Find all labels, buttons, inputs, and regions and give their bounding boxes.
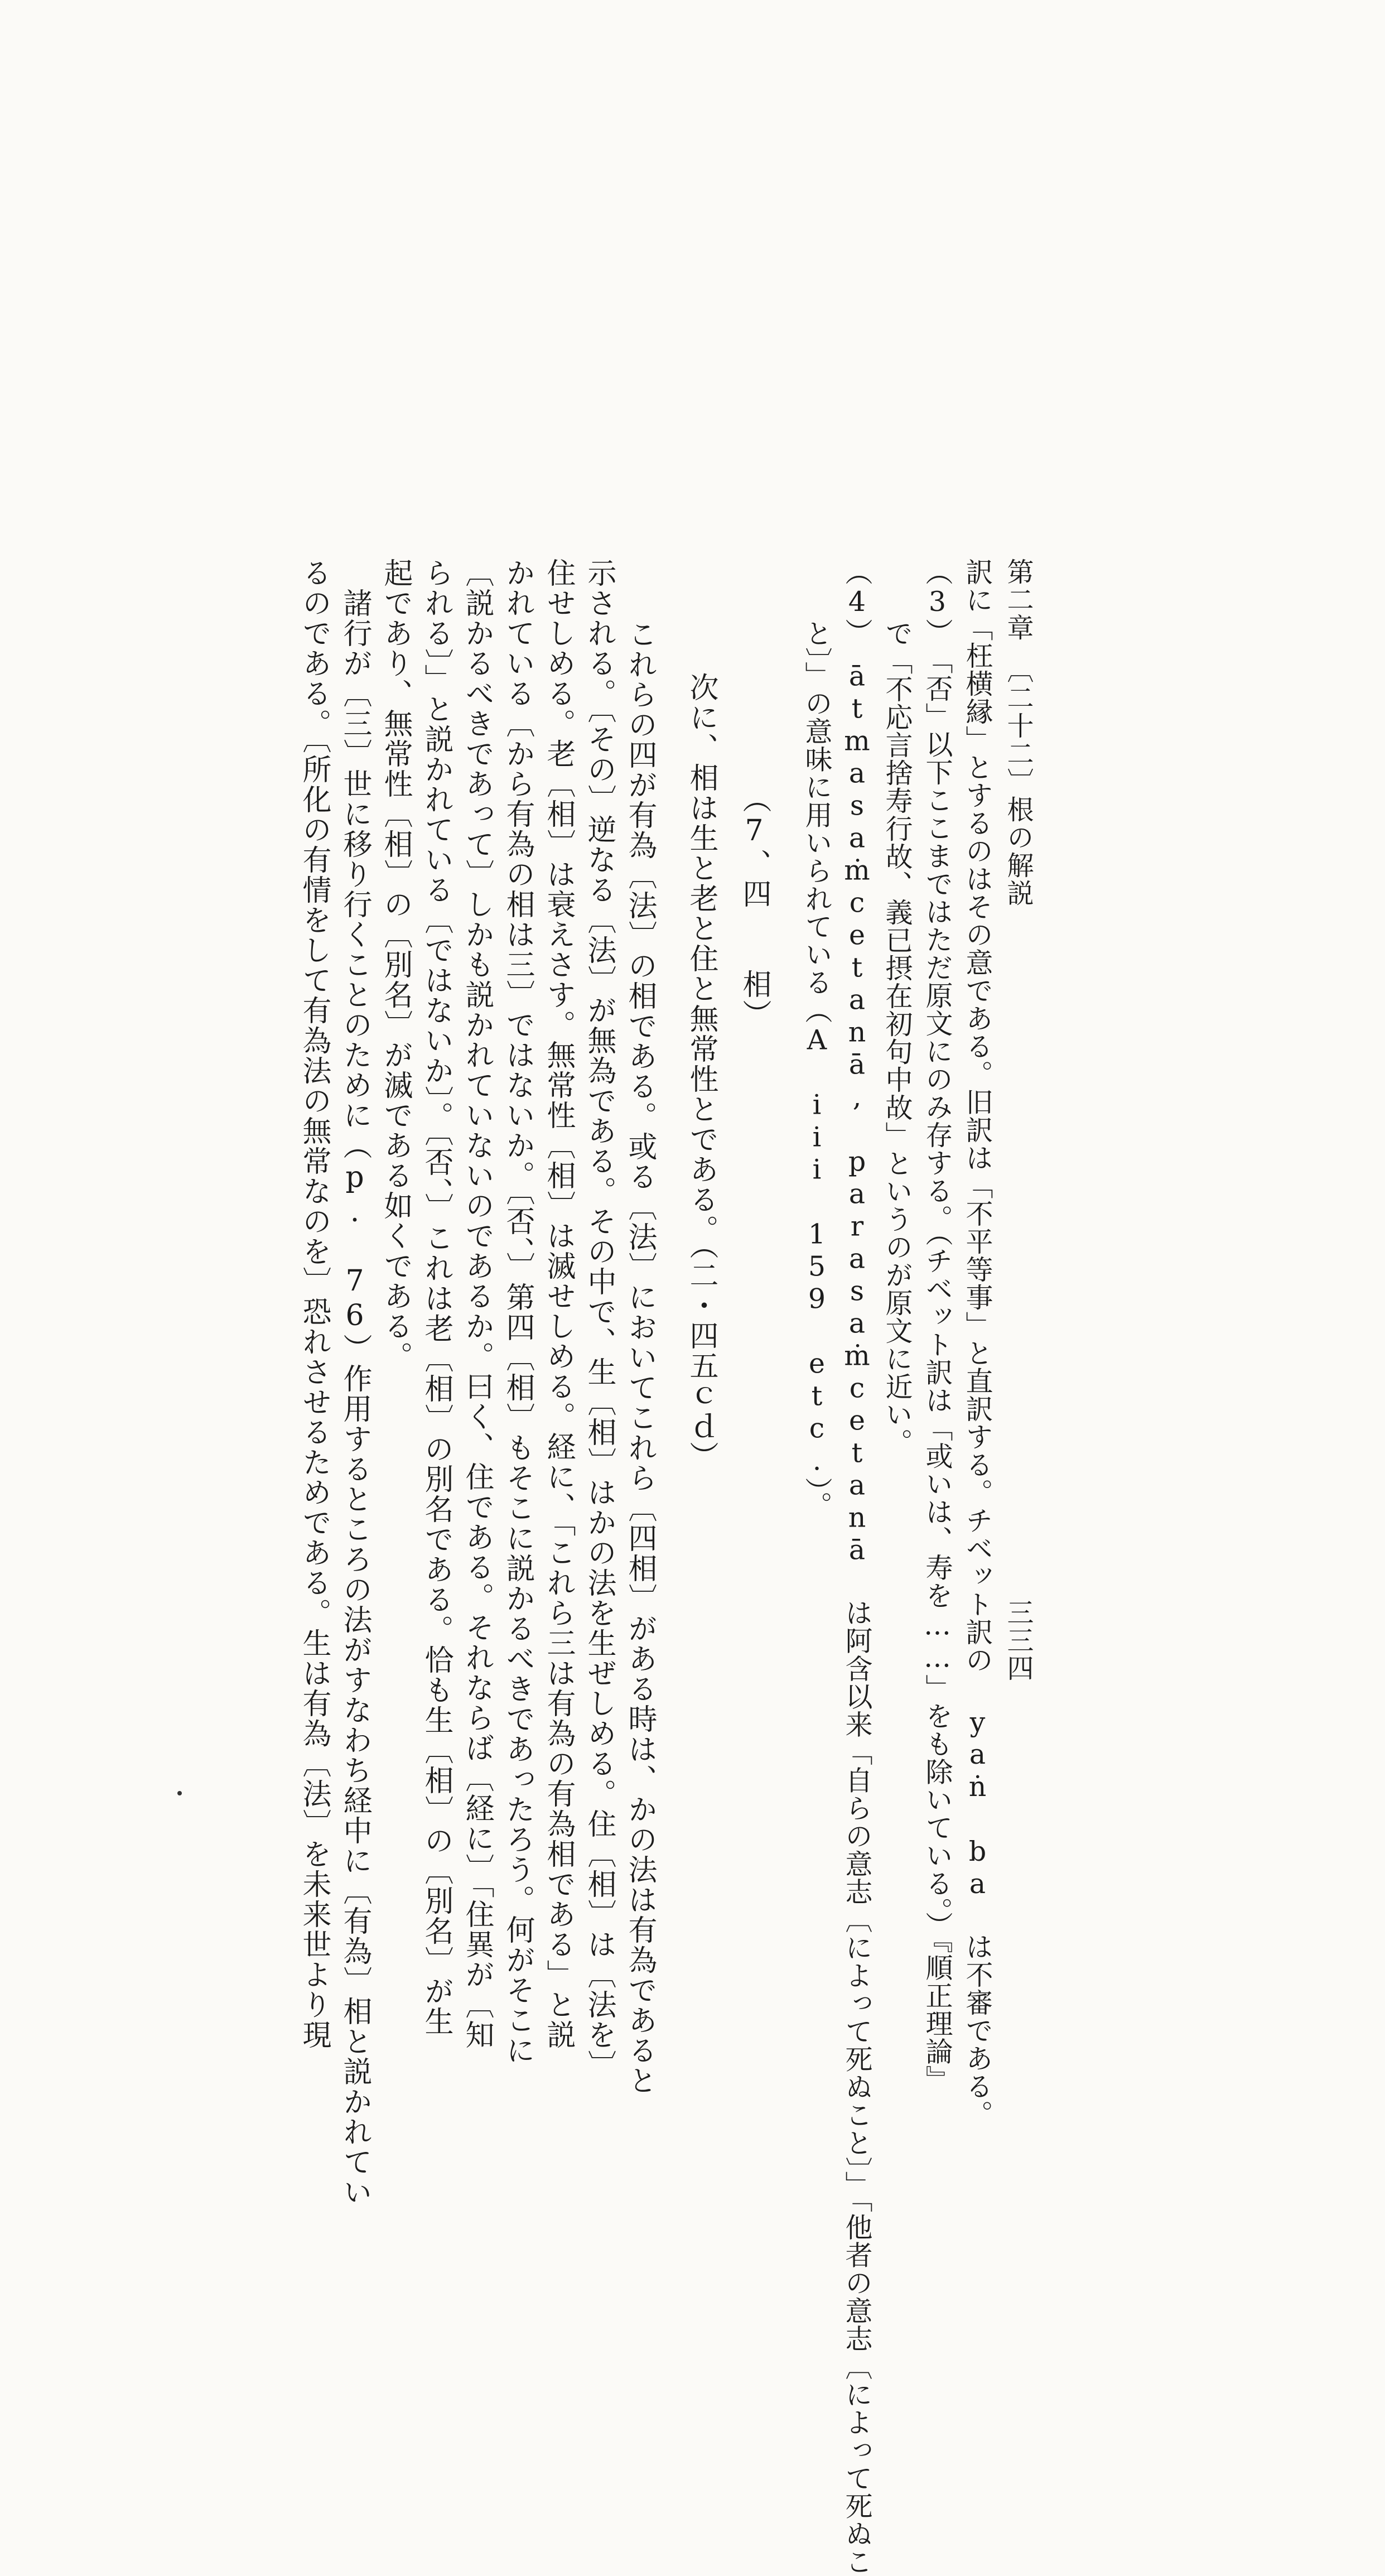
body-line-6: られる〕」と説かれている〔ではないか〕。〔否、〕これは老〔相〕の別名である。恰も生〔相〕の〔別名〕が生 — [419, 558, 453, 2036]
note-line-2: （3） 「否」以下ここまではただ原文にのみ存する。（チベット訳は「或いは、寿を……」をも除いている。）『順正理論』 — [921, 558, 953, 2093]
section-heading: （7、四 相） — [737, 784, 771, 1029]
body-line-5: 〔説かるべきであって〕しかも説かれていないのであるか。曰く、住である。それならば〔経に〕「住異が〔知 — [460, 558, 494, 2050]
body-line-1: これらの四が有為〔法〕の相である。或る〔法〕においてこれら〔四相〕がある時は、かの法は有為であると — [623, 619, 657, 2096]
note-line-4: （4） ātmasaṁcetanā, parasaṁcetanā は阿含以来「自らの意志〔によって死ぬこと〕」「他者の意志〔によって死ぬこ — [841, 558, 873, 2576]
body-line-4: かれている〔から有為の相は三〕ではないか。〔否、〕第四〔相〕もそこに説かるべきであったろう。何がそこに — [501, 558, 534, 2065]
scan-speck — [177, 1791, 182, 1795]
verse: 次に、相は生と老と住と無常性とである。（二・四五ｃｄ） — [684, 672, 718, 1471]
body-line-8: 諸行が〔三〕世に移り行くことのために（p. 76）作用するところの法がすなわち経中に〔有為〕相と説かれてい — [338, 558, 371, 2207]
note-line-5: と〕」の意味に用いられている（A iii 159 etc.）。 — [801, 619, 833, 1519]
body-line-7: 起であり、無常性〔相〕の〔別名〕が滅である如くである。 — [379, 558, 412, 1371]
body-line-3: 住せしめる。老〔相〕は衰えさす。無常性〔相〕は滅せしめる。経に、「これら三は有為の有為相である」と説 — [542, 558, 575, 2050]
running-head: 第二章 〔二十二〕根の解説 — [1002, 558, 1034, 907]
note-line-1: 訳に「枉横縁」とするのはその意である。旧訳は「不平等事」と直訳する。チベット訳の yaṅ ba は不審である。 — [962, 558, 993, 2128]
body-line-9: るのである。〔所化の有情をして有為法の無常なのを〕恐れさせるためである。生は有為〔法〕を未来世より現 — [297, 558, 331, 2050]
note-line-3: で「不応言捨寿行故、義已摂在初句中故」というのが原文に近い。 — [881, 619, 913, 1456]
body-line-2: 示される。〔その〕逆なる〔法〕が無為である。その中で、生〔相〕はかの法を生ぜしめる。住〔相〕は〔法を〕 — [582, 558, 616, 2080]
page-number: 三三四 — [1002, 1598, 1034, 1682]
